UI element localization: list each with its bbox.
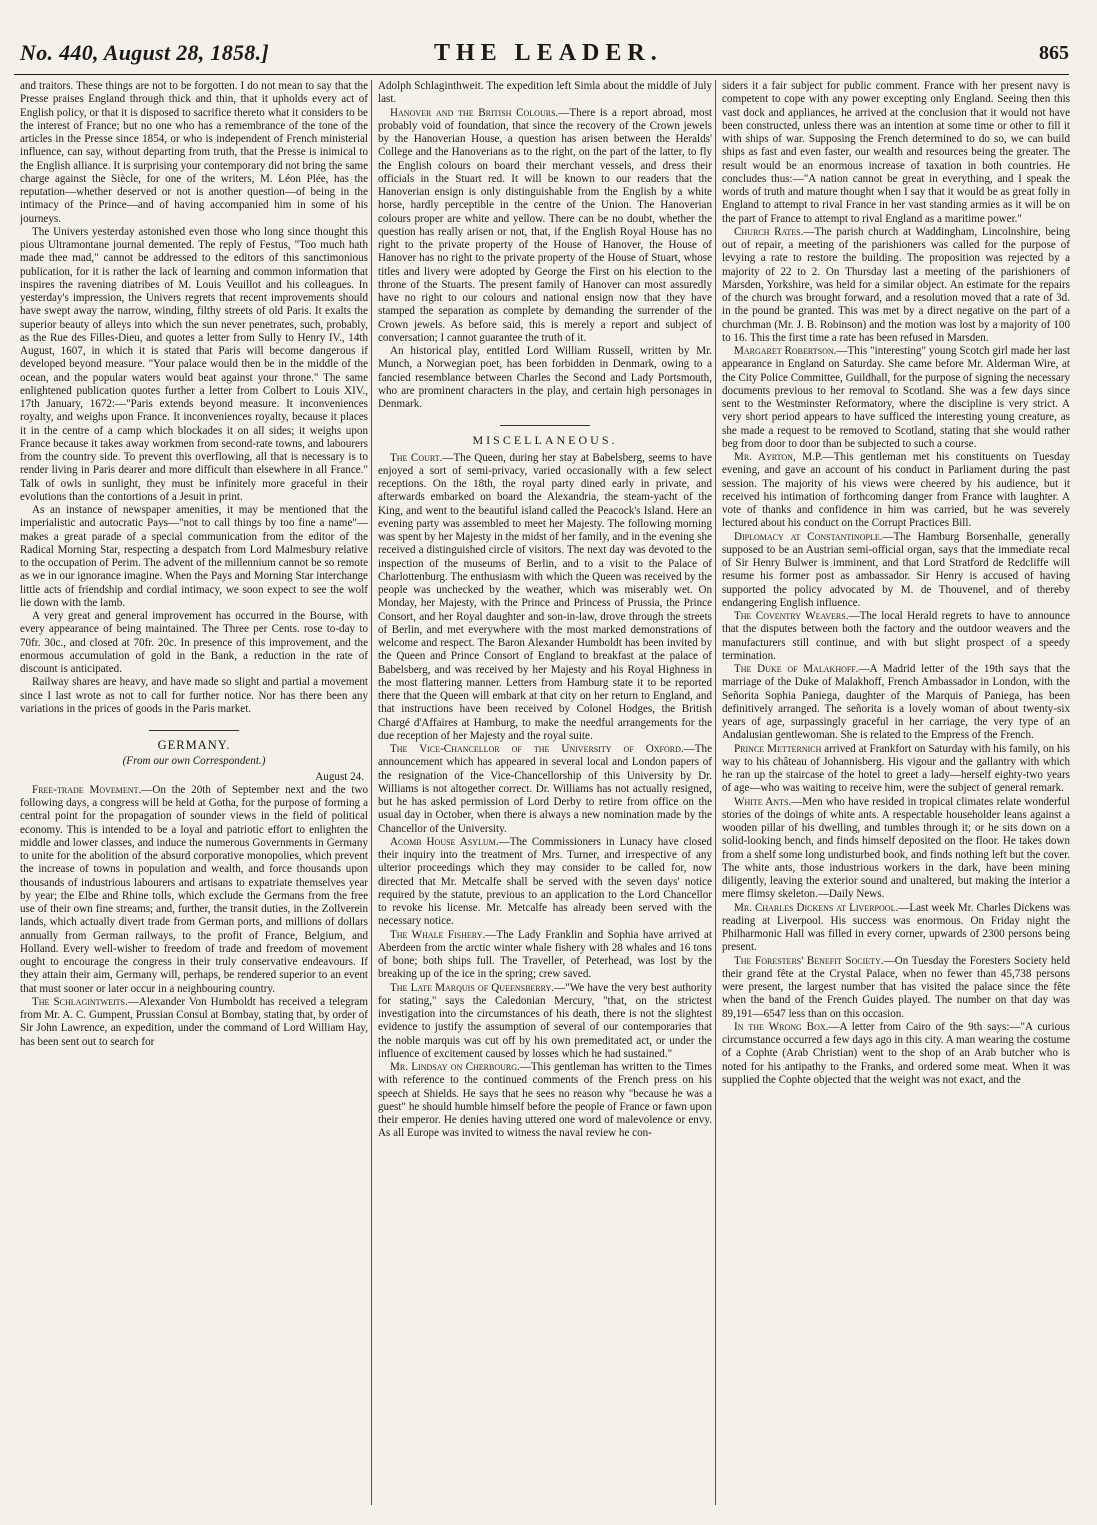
column-2 — [371, 80, 712, 1505]
page-number: 865 — [1039, 42, 1069, 64]
article-paragraph — [722, 226, 1070, 345]
dateline: August 24. — [315, 770, 364, 783]
article-heading: Margaret Robertson. — [734, 345, 837, 357]
article-text: —"We have the very best authority for stating," says the Caledonian Mercury, "that, on the strictest investigation into the circumstances of his death, there is not the slightest evidence to justify the assumption of several of our contemporaries that the noble marquis was cut off by his own premeditated act, or under the influence of excitement caused by losses which he had sustained." — [378, 981, 712, 1060]
article-paragraph — [722, 610, 1070, 663]
paragraph: and traitors. These things are not to be forgotten. I do not mean to say that the Presse praises England through thick and thin, that it upholds every act of English policy, or that it is disposed to sacrifice thereto what it considers to be the interest of France; but no one who has a remembrance of the tone of the articles in the Presse since 1854, or who is independent of French ministerial influence, can say, without departing from truth, that the Presse is inimical to the English alliance. It is surprising your contemporary did not bring the same charge against the Siècle, for one of the writers, M. Léon Plée, has the reputation—whether deserved or not is another question—of being in the intimacy of the Prince—and of having accompanied him in some of his journeys. — [20, 80, 368, 225]
article-heading: In the Wrong Box. — [734, 1020, 829, 1033]
article-paragraph — [722, 531, 1070, 611]
article-text: —This "interesting" young Scotch girl made her last appearance in England on Saturday. She came before Mr. Alderman Wire, at the City Police Committee, Guildhall, for the purpose of signing the necessary documents previous to her removal to Scotland. She was a few days since sent to the Westminster Reformatory, where the discipline is very strict. A very short period appears to have sufficed the interesting young creature, as she made a request to be removed to Scotland, stating that she would rather beg from door to door than be subjected to such a course. — [722, 345, 1070, 450]
article-paragraph — [722, 902, 1070, 955]
masthead — [14, 40, 1069, 75]
article-paragraph — [378, 929, 712, 982]
article-paragraph — [20, 996, 368, 1049]
article-text: —The Lady Franklin and Sophia have arrived at Aberdeen from the arctic winter whale fishery with 28 whales and 16 tons of bone; both ships full. The Traveller, of Peterhead, was lost by the breaking up of the ice in the spring; crew saved. — [378, 928, 712, 981]
article-paragraph — [722, 345, 1070, 451]
article-text: —The Hamburg Borsenhalle, generally supposed to be an Austrian semi-official organ, says that the immediate recal of Sir Henry Bulwer is imminent, and that Lord Stratford de Redcliffe will resume his former post as ambassador. Sir Henry is accused of having supported the policy advocated by M. de Thouvenel, and of thereby endangering English influence. — [722, 530, 1070, 609]
article-heading: Mr. Charles Dickens at Liverpool. — [734, 901, 899, 914]
article-heading: Mr. Lindsay on Cherbourg. — [390, 1061, 520, 1073]
article-text: —On Tuesday the Foresters Society held their grand fête at the Crystal Palace, when no fewer than 45,738 persons were present, the largest number that has visited the palace since the fête when the band of the French Guides played. The number on that day was 89,191—6547 less than on this occasion. — [722, 954, 1070, 1020]
article-heading: Hanover and the British Colours. — [390, 106, 559, 119]
article-text: —The local Herald regrets to have to announce that the disputes between both the factory and the outdoor weavers and the manufacturers still continue, and with but slight prospect of a speedy termination. — [722, 610, 1070, 662]
article-text: —A Madrid letter of the 19th says that the marriage of the Duke of Malakhoff, French Ambassador in London, with the Señorita Sophia Paniega, daughter of the Marquis of Paniega, has been definitively arranged. The señorita is a lovely woman of about twenty-six years of age, surpassingly graceful in her carriage, the very type of an Andalusian gentlewoman. She is related to the Empress of the French. — [722, 663, 1070, 742]
section-title-miscellaneous: MISCELLANEOUS. — [472, 433, 618, 448]
article-paragraph — [378, 982, 712, 1062]
paragraph: The Univers yesterday astonished even those who long since thought this pious Ultramontane journal demented. The reply of Festus, "Too much hath made thee mad," cannot be addressed to the editors of this sanctimonious publication, for it is rather the lack of learning and common information that inspires the ravening diatribes of M. Louis Veuillot and his colleagues. In yesterday's impression, the Univers regrets that recent improvements should have swept away the narrow, winding, filthy streets of old Paris. It exalts the superior beauty of alleys into which the sun never penetrates, such, probably, as the Rue des Filles-Dieu, and quotes a letter from Sully to Henry IV., 14th August, 1607, in which it is stated that Paris will become dangerous if developed beyond measure. "Your palace would then be in the middle of the ocean, and the popular waters would beat against your throne." The same enlightened publication quotes further a letter from Colbert to Louis XIV., 17th January, 1672:—"Paris extends beyond measure. It inconveniences royalty, and weighs upon France. It inconveniences royalty, because it places it in the centre of a camp which blockades it on all sides; it weighs upon France because it takes away workmen from second-rate towns, and labourers from the country side. To prevent this overflowing, all that is necessary is to render living in Paris dearer and more difficult than elsewhere in all France." Talk of owls in sunlight, they must be infinitely more graceful in their evolutions than the contortions of a Jesuit in print. — [20, 225, 368, 503]
column-3 — [715, 80, 1070, 1505]
article-heading: The Vice-Chancellor of the University of Oxford. — [390, 743, 684, 755]
article-text: arrived at Frankfort on Saturday with his family, on his way to his château of Johannisberg. His vigour and the gallantry with which he ran up the staircase of the hotel to greet a lady—herself eighty-two years of age—who was waiting to receive him, were the subject of general remark. — [722, 742, 1070, 795]
paragraph: A very great and general improvement has occurred in the Bourse, with every appearance of being maintained. The Three per Cents. rose to-day to 70fr. 30c., and closed at 70fr. 20c. In presence of this improvement, and the enormous accumulation of gold in the Bank, a reduction in the rate of discount is anticipated. — [20, 610, 368, 675]
article-paragraph — [378, 452, 712, 744]
article-heading: The Schlagintweits. — [32, 995, 128, 1008]
article-heading: The Court. — [390, 451, 443, 464]
paragraph: siders it a fair subject for public comment. France with her present navy is competent to cope with any power excepting only England. Seeing then this vast dock and appliances, he arrived at the conclusion that it would not have been constructed, unless there was an intention at some time or other to fill it with ships of war. Supposing the French determined to do so, we can build ships as fast and even faster, our wealth and resources being the greater. The result would be an enormous increase of taxation in both countries. He concludes thus:—"A nation cannot be great in everything, and I speak the words of truth and mature thought when I say that it would be as great folly in England to attempt to rival France in her vast standing armies as it will be on the part of France to attempt to rival England as a maritime power." — [722, 80, 1070, 225]
article-text: —Men who have resided in tropical climates relate wonderful stories of the doings of white ants. A respectable householder leans against a wooden pillar of his dwelling, and tumbles through it; or he sits down on a solid-looking bench, and finds himself deposited on the floor. He takes down from a shelf some long undisturbed book, and finds nothing left but the cover. The white ants, those industrious workers in the dark, have been mining diligently, leaving the exterior sound and unaltered, but making the interior a mere flimsy skeleton.—Daily News. — [722, 795, 1070, 901]
issue-dateline: No. 440, August 28, 1858.] — [20, 40, 270, 65]
section-subtitle: (From our own Correspondent.) — [122, 755, 266, 768]
article-heading: The Foresters' Benefit Society. — [734, 954, 884, 967]
article-text: —The parish church at Waddingham, Lincolnshire, being out of repair, a meeting of the parishioners was called for the purpose of levying a rate to restore the building. The proposition was rejected by a majority of 22 to 2. On Thursday last a meeting of the parishioners of Marsden, Yorkshire, was held for a similar object. An estimate for the repairs of the church was brought forward, and a resolution moved that a rate of 3d. in the pound be granted. This was met by a direct negative on the part of a churchman (Mr. J. B. Robinson) and the motion was lost by a majority of 100 to 16. This the first time a rate has been refused in Marsden. — [722, 225, 1070, 344]
article-heading: The Duke of Malakhoff. — [734, 663, 859, 675]
article-heading: Mr. Ayrton, M.P. — [734, 451, 823, 463]
article-text: —The Queen, during her stay at Babelsberg, seems to have enjoyed a sort of semi-privacy, varied occasionally with a few select receptions. On the 18th, the royal party dined early in private, and afterwards embarked on board the Alexandria, the steam-yacht of the King, and went to the beautiful island called the Peacock's Island. Here an evening party was assembled to meet her Majesty. The following morning was spent by her Majesty in the midst of her family, and in the evening she received a distinguished circle of visitors. The next day was devoted to the inspection of the museums of Berlin, and to a visit to the Palace of Charlottenburg. The enthusiasm with which the Queen was received by the people was unchecked by the weather, which was miserably wet. On Monday, her Majesty, with the Prince and Princess of Prussia, the Prince Consort, and her Royal daughter and son-in-law, drove through the streets of Berlin, and met everywhere with the most marked demonstrations of welcome and respect. The Baron Alexander Humboldt has been invited by the Queen and Prince Consort of England to breakfast at the palace of Babelsberg, and was received by her Majesty and his Royal Highness in the most flattering manner. Letters from Hamburg state it to be reported there that the Queen will embark at that city on her return to England, and that instructions have been received by Colonel Hodges, the British Chargé d'Affaires at Hamburg, to make the needful arrangements for the due reception of her Majesty and the royal suite. — [378, 451, 712, 742]
article-paragraph — [722, 796, 1070, 902]
paragraph: An historical play, entitled Lord William Russell, written by Mr. Munch, a Norwegian poet, has been forbidden in Denmark, owing to a fancied resemblance between Charles the Second and Lady Portsmouth, who are prominent characters in the play, and certain high personages in Denmark. — [378, 345, 712, 410]
article-heading: Prince Metternich — [734, 742, 822, 755]
article-text: —Alexander Von Humboldt has received a telegram from Mr. A. C. Gumpent, Prussian Consul at Bombay, stating that, by order of Sir John Lawrence, an expedition, under the command of Lord William Hay, has been sent out to search for — [20, 995, 368, 1048]
article-paragraph — [378, 107, 712, 346]
article-paragraph — [722, 663, 1070, 743]
article-paragraph — [722, 1021, 1070, 1087]
article-paragraph — [722, 743, 1070, 796]
section-divider — [149, 730, 239, 731]
article-text: —The announcement which has appeared in several local and London papers of the resignation of the Vice-Chancellorship of this University by Dr. Williams is not altogether correct. Dr. Williams has not actually resigned, but he has asked permission of Lord Derby to retire from office on the usual day in October, when there is always a new nomination made by the Chancellor of the University. — [378, 743, 712, 835]
section-divider — [500, 425, 590, 426]
article-paragraph — [20, 784, 368, 996]
article-text: —This gentleman has written to the Times with reference to the continued comments of the French press on his speech at Shields. He says that he sees no reason why "because he was a guest" he should humble himself before the people of France or fawn upon their emperor. He denies having uttered one word of malevolence or envy. As all Europe was invited to witness the naval review he con- — [378, 1061, 712, 1140]
article-paragraph — [378, 743, 712, 836]
article-heading: Acomb House Asylum. — [390, 835, 499, 848]
article-paragraph — [378, 1061, 712, 1141]
article-paragraph — [722, 451, 1070, 531]
article-paragraph — [722, 955, 1070, 1021]
paragraph: Railway shares are heavy, and have made so slight and partial a movement since I last wrote as not to call for further notice. Nor has there been any variations in the prices of goods in the Paris market. — [20, 676, 368, 715]
article-text: —On the 20th of September next and the two following days, a congress will be held at Gotha, for the purpose of forming a central point for the propagation of sounder views in the field of political economy. This is intended to be a loyal and patriotic effort to enlighten the middle and lower classes, and induce the numerous Governments in Germany to unite for the abolition of the absurd corporative monopolies, which prevent the increase of towns in population and wealth, and force thousands upon thousands of industrious labourers and artisans to expatriate themselves year by year; the Elbe and Rhine tolls, which exclude the Germans from the free use of their own fine streams; and, further, the transit duties, in the Zollverein lands, which actually divert trade from German ports, and millions of dollars annually from German railways, to the profit of France, Belgium, and Holland. Every well-wisher to freedom of trade and freedom of movement ought to encourage the congress in their truly conservative endeavours. If they attain their aim, Germany will, perhaps, be rendered superior to an event that must sooner or later occur in a neighbouring country. — [20, 783, 368, 995]
article-heading: Diplomacy at Constantinople. — [734, 530, 883, 543]
article-heading: White Ants. — [734, 795, 792, 808]
article-heading: Free-trade Movement. — [32, 783, 142, 796]
article-text: —This gentleman met his constituents on Tuesday evening, and gave an account of his conduct in Parliament during the past session. The majority of his views were cheered by his audience, but it received his intimation of forthcoming danger from France with laughter. A vote of thanks and confidence in him was carried, but he was severely lectured about his conduct on the Corrupt Practices Bill. — [722, 451, 1070, 530]
column-1 — [20, 80, 368, 1505]
article-text: —There is a report abroad, most probably void of foundation, that since the recovery of the Crown jewels by the Hanoverian House, a question has arisen between the Heralds' College and the Hanoverians as to the right, on the part of the latter, to fly the English colours on board their merchant vessels, and dress their officials in the Stuart red. It will be known to our readers that the Hanoverian ensign is only distinguishable from the English by a white horse, hardly perceptible in the centre of the Union. The Hanoverian colours proper are white and yellow. There can be no doubt, whether the question has really arisen or not, that, if the English Royal House has no right to the private property of the House of Hanover, the House of Hanover has no right to the private property of the House of Stuart, whose titles and livery were adopted by George the First on his election to the throne of the Stuarts. The present family of Hanover can most assuredly have no right to our colours and national ensign now that they have stamped the separation as complete by demanding the surrender of the Crown jewels. As before said, this is merely a report and subject of conversation; I cannot guarantee the truth of it. — [378, 106, 712, 344]
newspaper-title: THE LEADER. — [434, 40, 663, 66]
section-title-germany: GERMANY. — [157, 738, 231, 752]
paragraph: As an instance of newspaper amenities, it may be mentioned that the imperialistic and autocratic Pays—"not to call things by too fine a name"—makes a great parade of a special communication from the editor of the Radical Morning Star, respecting a despatch from Lord Malmesbury relative to the occupation of Perim. The advent of the millennium cannot be so remote as we in our ignorance imagine. When the Pays and Morning Star interchange little acts of friendship and cordial intimacy, we soon expect to see the wolf lie down with the lamb. — [20, 504, 368, 609]
article-heading: The Whale Fishery. — [390, 928, 486, 941]
paragraph: Adolph Schlaginthweit. The expedition left Simla about the middle of July last. — [378, 80, 712, 106]
article-heading: Church Rates. — [734, 225, 804, 238]
article-text: —A letter from Cairo of the 9th says:—"A curious circumstance occurred a few days ago in this city. A man wearing the costume of a Cophte (Arab Christian) went to the shop of an Arab butcher who is noted for his antipathy to the Franks, and ordered some meat. When it was supplied the Cophte objected that the weight was not exact, and the — [722, 1020, 1070, 1086]
article-heading: The Coventry Weavers. — [734, 610, 849, 622]
article-text: —The Commissioners in Lunacy have closed their inquiry into the treatment of Mrs. Turner, and irrespective of any ulterior proceedings which they may consider to be called for, now directed that Mr. Metcalfe shall be served with the seven days' notice required by the statute, previous to an application to the Lord Chancellor to revoke his license. Mr. Metcalfe has already been served with the necessary notice. — [378, 835, 712, 928]
article-paragraph — [378, 836, 712, 929]
article-text: —Last week Mr. Charles Dickens was reading at Liverpool. His success was enormous. On Friday night the Philharmonic Hall was filled in every corner, upwards of 2300 persons being present. — [722, 901, 1070, 954]
article-heading: The Late Marquis of Queensberry. — [390, 981, 555, 994]
